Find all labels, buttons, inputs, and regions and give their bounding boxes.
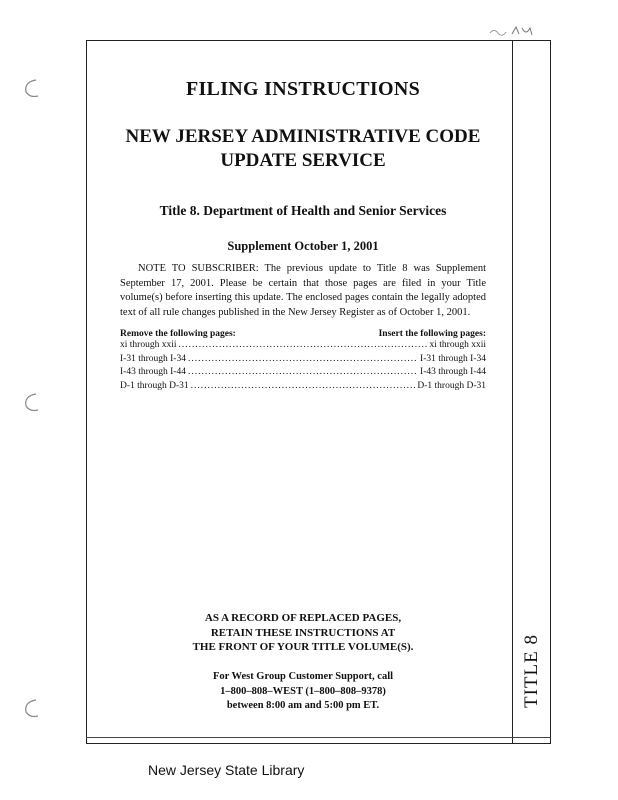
- insert-cell: I-31 through I-34: [420, 353, 486, 364]
- title-department: Title 8. Department of Health and Senior Services: [159, 203, 447, 218]
- punch-hole-icon: [22, 392, 42, 414]
- punch-hole-icon: [22, 78, 42, 100]
- page-title: FILING INSTRUCTIONS: [185, 78, 421, 100]
- leader-dots: [188, 366, 418, 380]
- title-tab-label: TITLE 8: [520, 633, 542, 709]
- table-row: [120, 366, 486, 380]
- record-line: THE FRONT OF YOUR TITLE VOLUME(S).: [192, 641, 414, 653]
- remove-header: Remove the following pages:: [120, 329, 236, 339]
- library-footer: New Jersey State Library: [148, 762, 305, 778]
- support-phone: 1–800–808–WEST (1–800–808–9378): [220, 685, 386, 697]
- record-notice: [120, 611, 486, 655]
- title-tab: [512, 40, 551, 744]
- support-hours: between 8:00 am and 5:00 pm ET.: [226, 700, 380, 711]
- handwritten-stamp-icon: [488, 24, 538, 38]
- remove-cell: I-31 through I-34: [120, 353, 186, 364]
- insert-cell: D-1 through D-31: [417, 380, 486, 391]
- pages-table: [120, 339, 486, 393]
- leader-dots: [178, 339, 427, 353]
- table-row: [120, 380, 486, 394]
- bottom-rule: [86, 737, 551, 738]
- customer-support: [120, 670, 486, 714]
- insert-cell: I-43 through I-44: [420, 367, 486, 377]
- filing-content: [120, 78, 486, 393]
- insert-header: Insert the following pages:: [378, 329, 486, 339]
- record-line: AS A RECORD OF REPLACED PAGES,: [204, 612, 402, 624]
- code-title-line: UPDATE SERVICE: [220, 150, 386, 171]
- remove-cell: xi through xxii: [120, 340, 177, 350]
- punch-hole-icon: [22, 698, 42, 720]
- code-title-line: NEW JERSEY ADMINISTRATIVE CODE: [125, 126, 481, 147]
- leader-dots: [188, 353, 418, 367]
- subscriber-note: NOTE TO SUBSCRIBER: The previous update to Title 8 was Supplement September 17, 2001. Please be certain that those pages are filed in your Title volume(s) before inserting this update. The enclosed pages contain the legally adopted text of all rule changes published in the New Jersey Register as of October 1, 2001.: [120, 263, 486, 318]
- supplement-date: Supplement October 1, 2001: [227, 239, 379, 253]
- record-line: RETAIN THESE INSTRUCTIONS AT: [210, 626, 396, 639]
- remove-cell: I-43 through I-44: [120, 367, 186, 377]
- insert-cell: xi through xxii: [429, 340, 486, 350]
- pages-table-header: [120, 329, 486, 339]
- table-row: [120, 353, 486, 367]
- remove-cell: D-1 through D-31: [120, 380, 189, 391]
- leader-dots: [191, 380, 416, 394]
- table-row: [120, 339, 486, 353]
- support-line: For West Group Customer Support, call: [212, 671, 394, 682]
- code-title: [120, 125, 486, 173]
